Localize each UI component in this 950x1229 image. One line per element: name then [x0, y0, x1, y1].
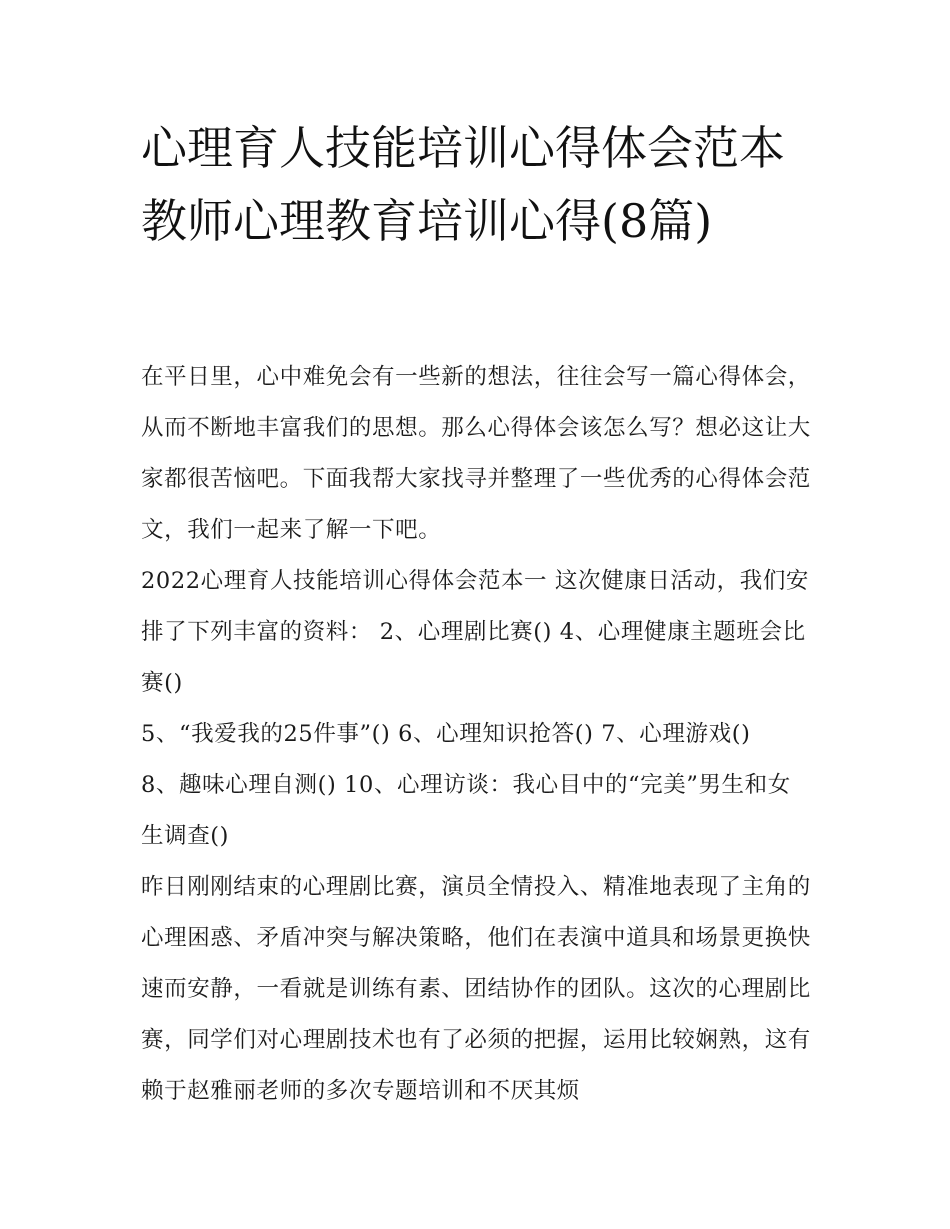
paragraph-drama-contest: 昨日刚刚结束的心理剧比赛，演员全情投入、精准地表现了主角的心理困惑、矛盾冲突与解决策略，他们在表演中道具和场景更换快速而安静，一看就是训练有素、团结协作的团队。这次的心理剧比赛，同学们对心理剧技术也有了必须的把握，运用比较娴熟，这有赖于赵雅丽老师的多次专题培训和不厌其烦	[141, 874, 811, 1104]
paragraph-activity-list-1: 5、“我爱我的25件事”() 6、心理知识抢答() 7、心理游戏()	[141, 721, 751, 747]
paragraph-activities: 2022心理育人技能培训心得体会范本一 这次健康日活动，我们安排了下列丰富的资料： 2、心理剧比赛() 4、心理健康主题班会比赛()	[141, 568, 810, 696]
paragraph-activity-list-2: 8、趣味心理自测() 10、心理访谈：我心目中的“完美”男生和女生调查()	[141, 772, 791, 849]
document-title: 心理育人技能培训心得体会范本 教师心理教育培训心得(8篇)	[141, 121, 785, 248]
paragraph-intro: 在平日里，心中难免会有一些新的想法，往往会写一篇心得体会，从而不断地丰富我们的思想。那么心得体会该怎么写？想必这让大家都很苦恼吧。下面我帮大家找寻并整理了一些优秀的心得体会范文，我们一起来了解一下吧。	[141, 364, 811, 543]
document-body	[141, 352, 813, 1117]
